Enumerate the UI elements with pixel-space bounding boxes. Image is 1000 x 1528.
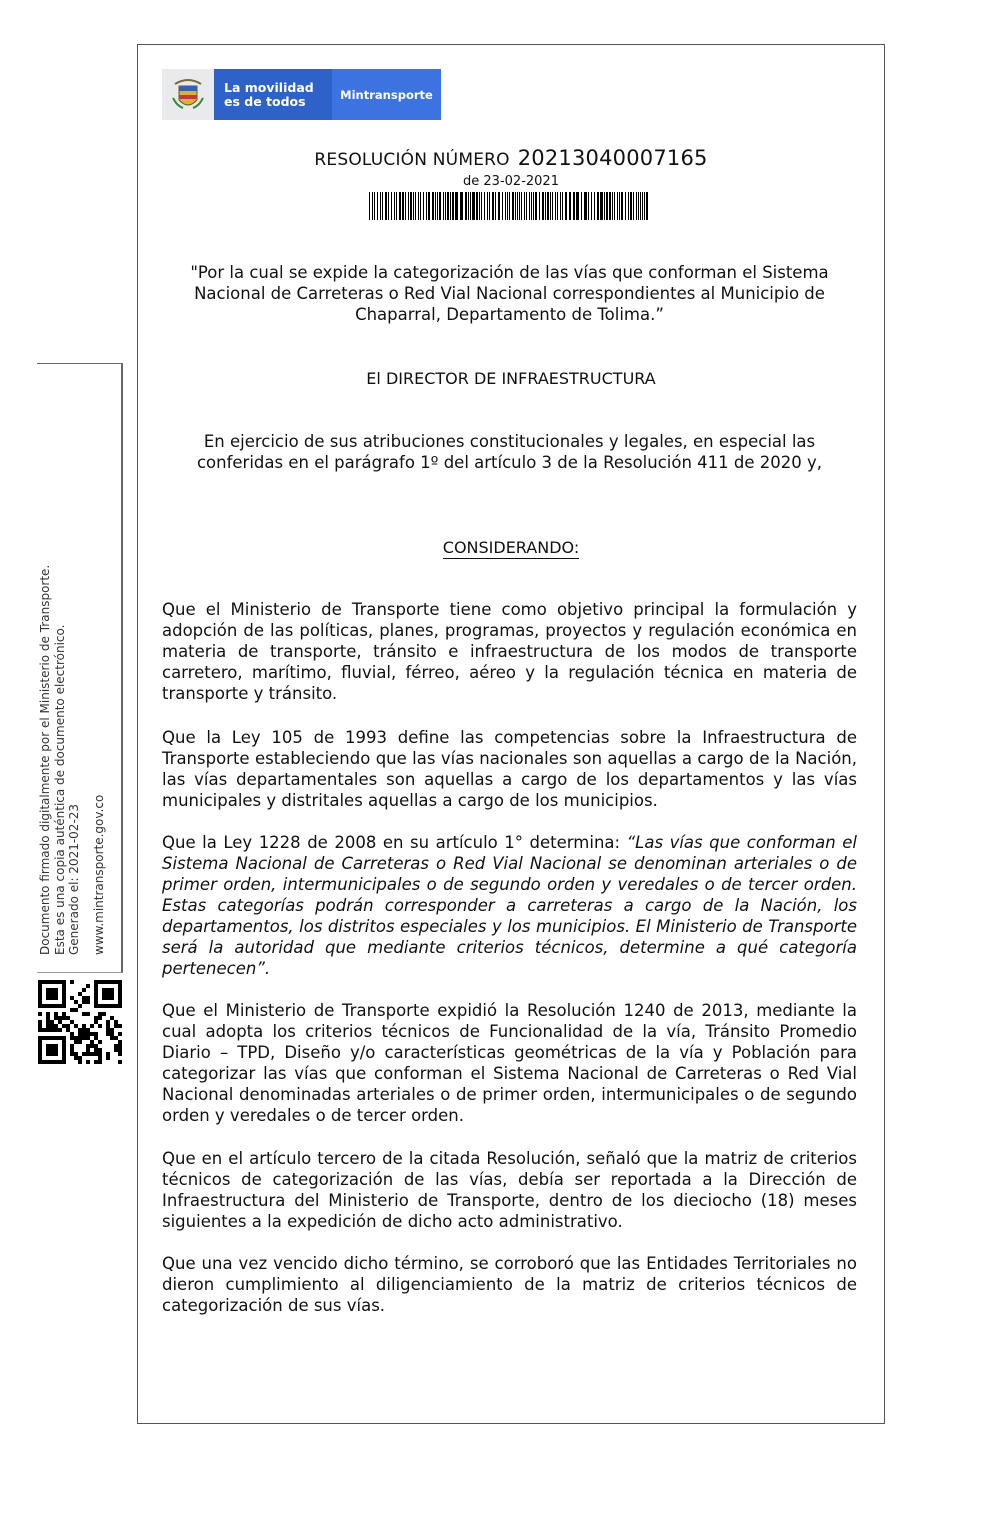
- ministry-logo: [162, 69, 441, 120]
- logo-slogan-line2: es de todos: [224, 93, 306, 109]
- resolution-subject: "Por la cual se expide la categorización de las vías que conforman el Sistema Nacional de Carreteras o Red Vial Nacional correspondientes al Municipio de Chaparral, Departamento de Tolima.”: [190, 263, 829, 324]
- coat-of-arms-icon: [162, 69, 214, 120]
- paragraph-5: Que en el artículo tercero de la citada Resolución, señaló que la matriz de criterios técnicos de categorización de las vías, debía ser reportada a la Dirección de Infraestructura del Ministerio de Transporte, dentro de los dieciocho (18) meses siguientes a la expedición de dicho acto administrativo.: [162, 1149, 857, 1231]
- resolution-number: 20213040007165: [517, 146, 708, 170]
- resolution-date: de 23-02-2021: [463, 174, 559, 189]
- paragraph-2: Que la Ley 105 de 1993 define las competencias sobre la Infraestructura de Transporte estableciendo que las vías nacionales son aquellas a cargo de la Nación, las vías departamentales son aquellas a cargo de los departamentos y las vías municipales y distritales aquellas a cargo de los municipios.: [162, 728, 857, 810]
- logo-slogan-line1: La movilidad: [224, 79, 314, 95]
- signature-url: www.mintransporte.gov.co: [92, 794, 106, 955]
- signature-line-2: Esta es una copia auténtica de documento electrónico.: [52, 624, 67, 955]
- paragraph-6: Que una vez vencido dicho término, se corroboró que las Entidades Territoriales no dieron cumplimiento al diligenciamiento de la matriz de criterios técnicos de categorización de sus vías.: [162, 1254, 857, 1315]
- resolution-label: RESOLUCIÓN NÚMERO: [314, 150, 510, 170]
- signature-line-3: Generado el: 2021-02-23: [67, 803, 81, 955]
- paragraph-3-quote: “Las vías que conforman el Sistema Nacional de Carreteras o Red Vial Nacional se denominan arteriales o de primer orden, intermunicipales o de segundo orden y veredales o de tercer orden. Estas categorías podrán corresponder a carreteras a cargo de la Nación, los departamentos, los distritos especiales y los municipios. El Ministerio de Transporte será la autoridad que mediante criterios técnicos, determine a qué categoría pertenecen”.: [162, 833, 857, 978]
- considering-heading-text: CONSIDERANDO:: [442, 538, 580, 557]
- paragraph-3: [162, 832, 857, 979]
- qr-code-icon: [38, 980, 122, 1064]
- signature-line-1: Documento firmado digitalmente por el Ministerio de Transporte.: [38, 564, 52, 955]
- resolution-title: [137, 146, 885, 170]
- paragraph-4: Que el Ministerio de Transporte expidió la Resolución 1240 de 2013, mediante la cual adopta los criterios técnicos de Funcionalidad de la vía, Tránsito Promedio Diario – TPD, Diseño y/o características geométricas de la vía y Población para categorizar las vías que conforman el Sistema Nacional de Carreteras o Red Vial Nacional denominadas arteriales o de primer orden, intermunicipales o de segundo orden y veredales o de tercer orden.: [162, 1001, 857, 1125]
- paragraph-1: Que el Ministerio de Transporte tiene como objetivo principal la formulación y adopción de las políticas, planes, programas, proyectos y regulación económica en materia de transporte, tránsito e infraestructura de los modos de transporte carretero, marítimo, fluvial, férreo, aéreo y la regulación técnica en materia de transporte y tránsito.: [162, 600, 857, 703]
- logo-ministry-name: Mintransporte: [332, 69, 441, 120]
- considering-heading: [137, 538, 885, 557]
- director-title: El DIRECTOR DE INFRAESTRUCTURA: [366, 369, 656, 388]
- digital-signature-text: [38, 565, 82, 955]
- paragraph-3-intro: Que la Ley 1228 de 2008 en su artículo 1° determina:: [162, 833, 627, 852]
- logo-slogan: [214, 69, 332, 120]
- powers-statement: En ejercicio de sus atribuciones constitucionales y legales, en especial las conferidas en el parágrafo 1º del artículo 3 de la Resolución 411 de 2020 y,: [196, 432, 823, 472]
- barcode-icon: [369, 192, 652, 220]
